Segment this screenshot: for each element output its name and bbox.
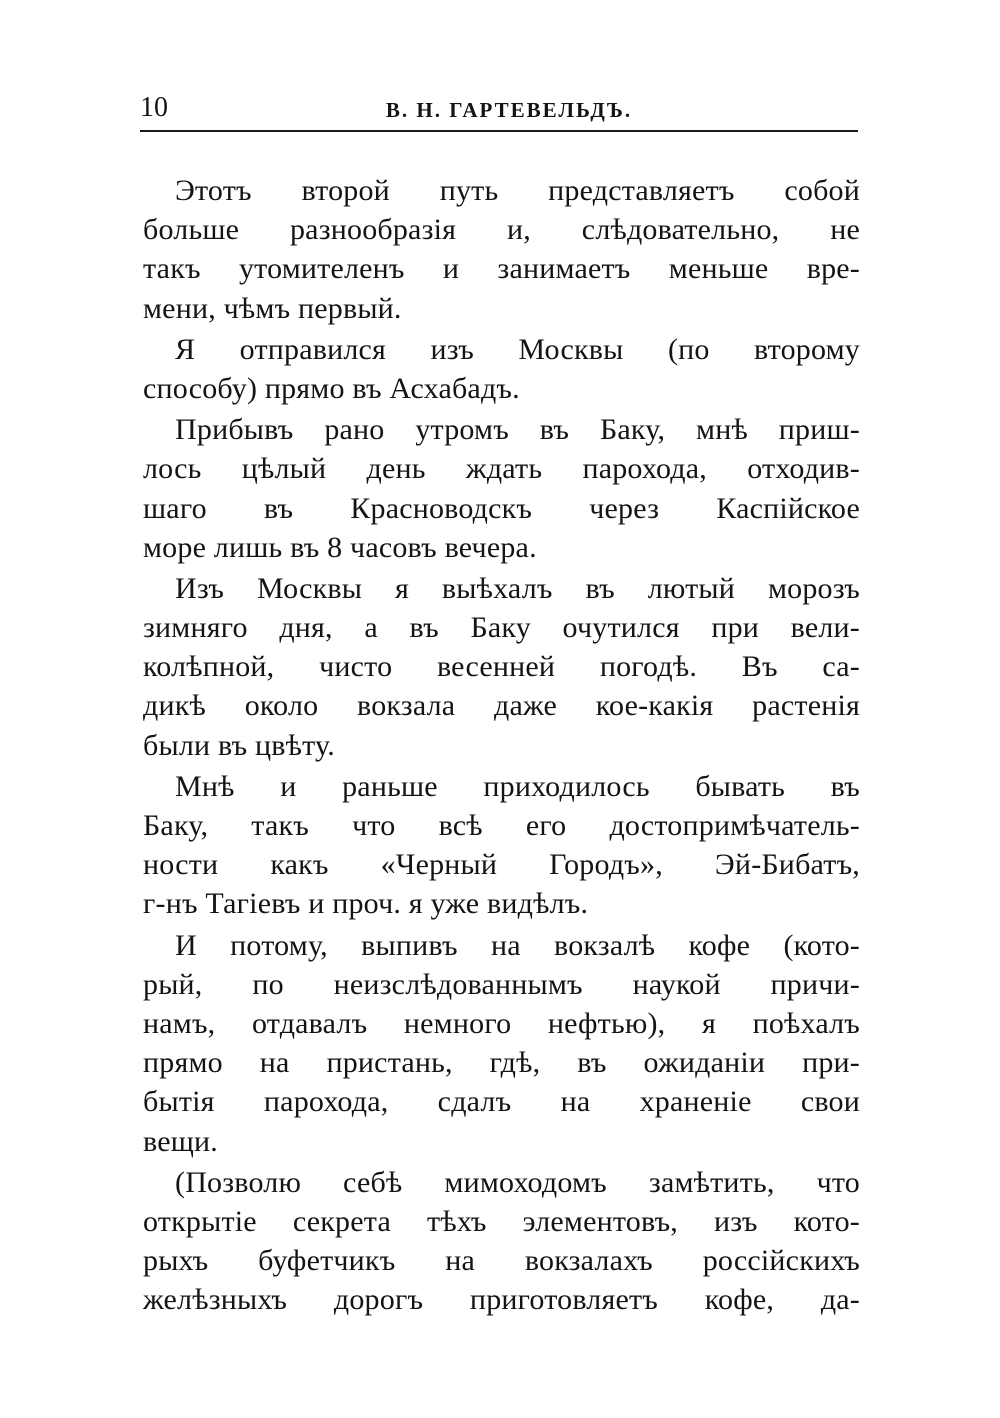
- paragraph-6: [143, 926, 860, 1161]
- text-line: И потому, выпивъ на вокзалѣ кофе (кото-: [175, 928, 860, 962]
- text-line: (Позволю себѣ мимоходомъ замѣтить, что: [175, 1165, 860, 1199]
- text-line: вещи.: [143, 1124, 218, 1158]
- text-line: г-нъ Тагіевъ и проч. я уже видѣлъ.: [143, 887, 589, 921]
- text-line: Изъ Москвы я выѣхалъ въ лютый морозъ: [175, 571, 860, 605]
- book-page: [140, 92, 860, 1317]
- text-line: бытія парохода, сдалъ на храненіе свои: [143, 1085, 860, 1119]
- text-line: были въ цвѣту.: [143, 728, 335, 762]
- text-line: Этотъ второй путь представляетъ собой: [175, 174, 860, 207]
- text-line: шаго въ Красноводскъ через Каспійское: [143, 491, 860, 525]
- body-text: [143, 171, 860, 1321]
- paragraph-4: [143, 569, 860, 765]
- paragraph-3: [143, 410, 860, 567]
- text-line: Баку, такъ что всѣ его достопримѣчатель-: [143, 809, 860, 842]
- text-line: Прибывъ рано утромъ въ Баку, мнѣ приш-: [175, 413, 860, 447]
- text-line: Я отправился изъ Москвы (по второму: [175, 332, 860, 366]
- text-line: прямо на пристань, гдѣ, въ ожиданіи при-: [143, 1046, 860, 1080]
- text-line: рыхъ буфетчикъ на вокзалахъ россійскихъ: [143, 1244, 860, 1278]
- text-line: намъ, отдавалъ немного нефтью), я поѣхалъ: [143, 1006, 860, 1040]
- text-line: мени, чѣмъ первый.: [143, 291, 402, 325]
- text-line: рый, по неизслѣдованнымъ наукой причи-: [143, 967, 860, 1001]
- text-line: море лишь въ 8 часовъ вечера.: [143, 530, 537, 564]
- paragraph-5: [143, 767, 860, 924]
- text-line: способу) прямо въ Асхабадъ.: [143, 371, 520, 405]
- text-line: желѣзныхъ дорогъ приготовляетъ кофе, да-: [143, 1283, 860, 1317]
- paragraph-7: [143, 1163, 860, 1320]
- paragraph-1: [143, 171, 860, 328]
- text-line: лось цѣлый день ждать парохода, отходив-: [143, 452, 860, 486]
- paragraph-2: [143, 330, 860, 408]
- text-line: больше разнообразія и, слѣдовательно, не: [143, 213, 860, 247]
- text-line: такъ утомителенъ и занимаетъ меньше вре-: [143, 252, 860, 286]
- page-number: 10: [140, 92, 168, 123]
- text-line: колѣпной, чисто весенней погодѣ. Въ са-: [143, 650, 860, 684]
- text-line: Мнѣ и раньше приходилось бывать въ: [175, 769, 860, 803]
- text-line: ности какъ «Черный Городъ», Эй-Бибатъ,: [143, 848, 860, 882]
- text-line: дикѣ около вокзала даже кое-какія растенія: [143, 689, 860, 723]
- header-rule: [140, 130, 858, 132]
- running-head: [140, 92, 858, 128]
- running-title: В. Н. ГАРТЕВЕЛЬДЪ.: [385, 98, 633, 122]
- text-line: открытіе секрета тѣхъ элементовъ, изъ кото-: [143, 1204, 860, 1238]
- text-line: зимняго дня, а въ Баку очутился при вели-: [143, 611, 860, 645]
